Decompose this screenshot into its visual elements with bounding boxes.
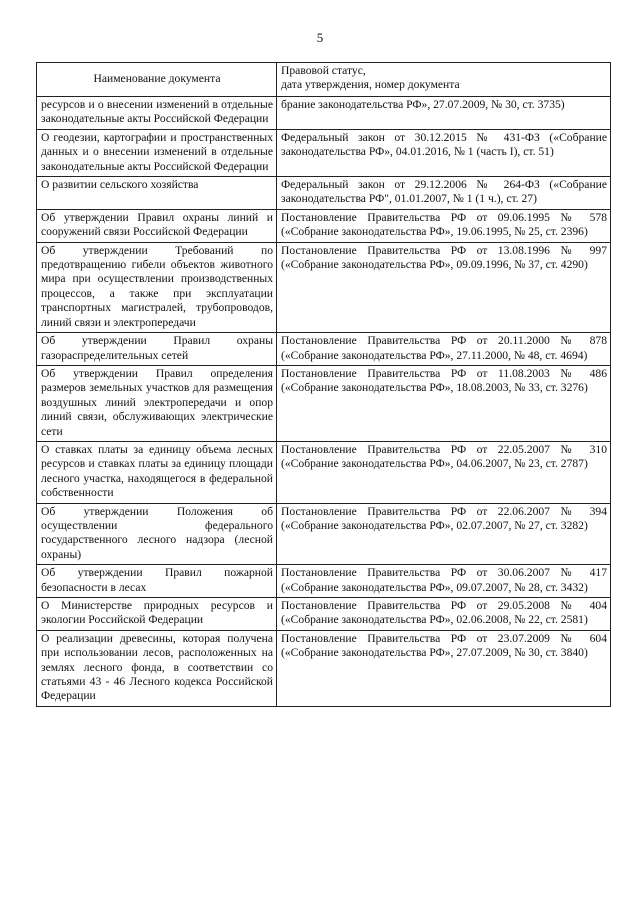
legal-status-cell: Федеральный закон от 29.12.2006 № 264-ФЗ («Собрание законодательства РФ", 01.01.2007, № 1 (1 ч.), ст. 27) (277, 177, 611, 210)
table-row (37, 630, 611, 706)
table-row (37, 441, 611, 503)
document-name-cell: Об утверждении Правил пожарной безопасности в лесах (37, 565, 277, 598)
header-document-name-text: Наименование документа (93, 71, 221, 85)
legal-status-cell: Постановление Правительства РФ от 29.05.2008 № 404 («Собрание законодательства РФ», 02.06.2008, № 22, ст. 2581) (277, 598, 611, 631)
header-legal-status-line1: Правовой статус, (281, 64, 366, 77)
legal-status-cell: брание законодательства РФ», 27.07.2009, № 30, ст. 3735) (277, 97, 611, 130)
document-name-cell: О геодезии, картографии и пространственных данных и о внесении изменений в отдельные законодательные акты Российской Федерации (37, 129, 277, 176)
document-name-cell: О ставках платы за единицу объема лесных ресурсов и ставках платы за единицу площади лесного участка, находящегося в федеральной собственности (37, 441, 277, 503)
table-row (37, 177, 611, 210)
document-name-cell: Об утверждении Правил охраны газораспределительных сетей (37, 333, 277, 366)
table-row (37, 129, 611, 176)
header-legal-status-line2: дата утверждения, номер документа (281, 78, 460, 92)
legal-status-cell: Постановление Правительства РФ от 11.08.2003 № 486 («Собрание законодательства РФ», 18.08.2003, № 33, ст. 3276) (277, 365, 611, 441)
legal-status-cell: Федеральный закон от 30.12.2015 № 431-ФЗ («Собрание законодательства РФ», 04.01.2016, № 1 (часть I), ст. 51) (277, 129, 611, 176)
legal-status-cell: Постановление Правительства РФ от 23.07.2009 № 604 («Собрание законодательства РФ», 27.07.2009, № 30, ст. 3840) (277, 630, 611, 706)
table-row (37, 365, 611, 441)
document-name-cell: О развитии сельского хозяйства (37, 177, 277, 210)
table-row (37, 565, 611, 598)
header-legal-status (277, 63, 611, 97)
table-row (37, 209, 611, 242)
document-name-cell: Об утверждении Требований по предотвращению гибели объектов животного мира при осуществлении производственных процессов, а также при эксплуатации транспортных магистралей, трубопроводов, линий связи и электропередачи (37, 242, 277, 332)
table-row (37, 333, 611, 366)
document-name-cell: Об утверждении Правил определения размеров земельных участков для размещения воздушных линий электропередачи и опор линий связи, обслуживающих электрические сети (37, 365, 277, 441)
legal-status-cell: Постановление Правительства РФ от 22.05.2007 № 310 («Собрание законодательства РФ», 04.06.2007, № 23, ст. 2787) (277, 441, 611, 503)
table-row (37, 503, 611, 565)
legal-status-cell: Постановление Правительства РФ от 09.06.1995 № 578 («Собрание законодательства РФ», 19.06.1995, № 25, ст. 2396) (277, 209, 611, 242)
document-name-cell: Об утверждении Правил охраны линий и сооружений связи Российской Федерации (37, 209, 277, 242)
document-name-cell: ресурсов и о внесении изменений в отдельные законодательные акты Российской Федерации (37, 97, 277, 130)
page-number: 5 (316, 30, 324, 45)
table-row (37, 598, 611, 631)
documents-table (36, 62, 611, 707)
legal-status-cell: Постановление Правительства РФ от 30.06.2007 № 417 («Собрание законодательства РФ», 09.07.2007, № 28, ст. 3432) (277, 565, 611, 598)
table-header-row (37, 63, 611, 97)
legal-status-cell: Постановление Правительства РФ от 22.06.2007 № 394 («Собрание законодательства РФ», 02.07.2007, № 27, ст. 3282) (277, 503, 611, 565)
table-row (37, 242, 611, 332)
document-name-cell: О Министерстве природных ресурсов и экологии Российской Федерации (37, 598, 277, 631)
header-document-name (37, 63, 277, 97)
table-row (37, 97, 611, 130)
legal-status-cell: Постановление Правительства РФ от 13.08.1996 № 997 («Собрание законодательства РФ», 09.09.1996, № 37, ст. 4290) (277, 242, 611, 332)
document-name-cell: О реализации древесины, которая получена при использовании лесов, расположенных на землях лесного фонда, в соответствии со статьями 43 - 46 Лесного кодекса Российской Федерации (37, 630, 277, 706)
document-name-cell: Об утверждении Положения об осуществлении федерального государственного лесного надзора (лесной охраны) (37, 503, 277, 565)
legal-status-cell: Постановление Правительства РФ от 20.11.2000 № 878 («Собрание законодательства РФ», 27.11.2000, № 48, ст. 4694) (277, 333, 611, 366)
